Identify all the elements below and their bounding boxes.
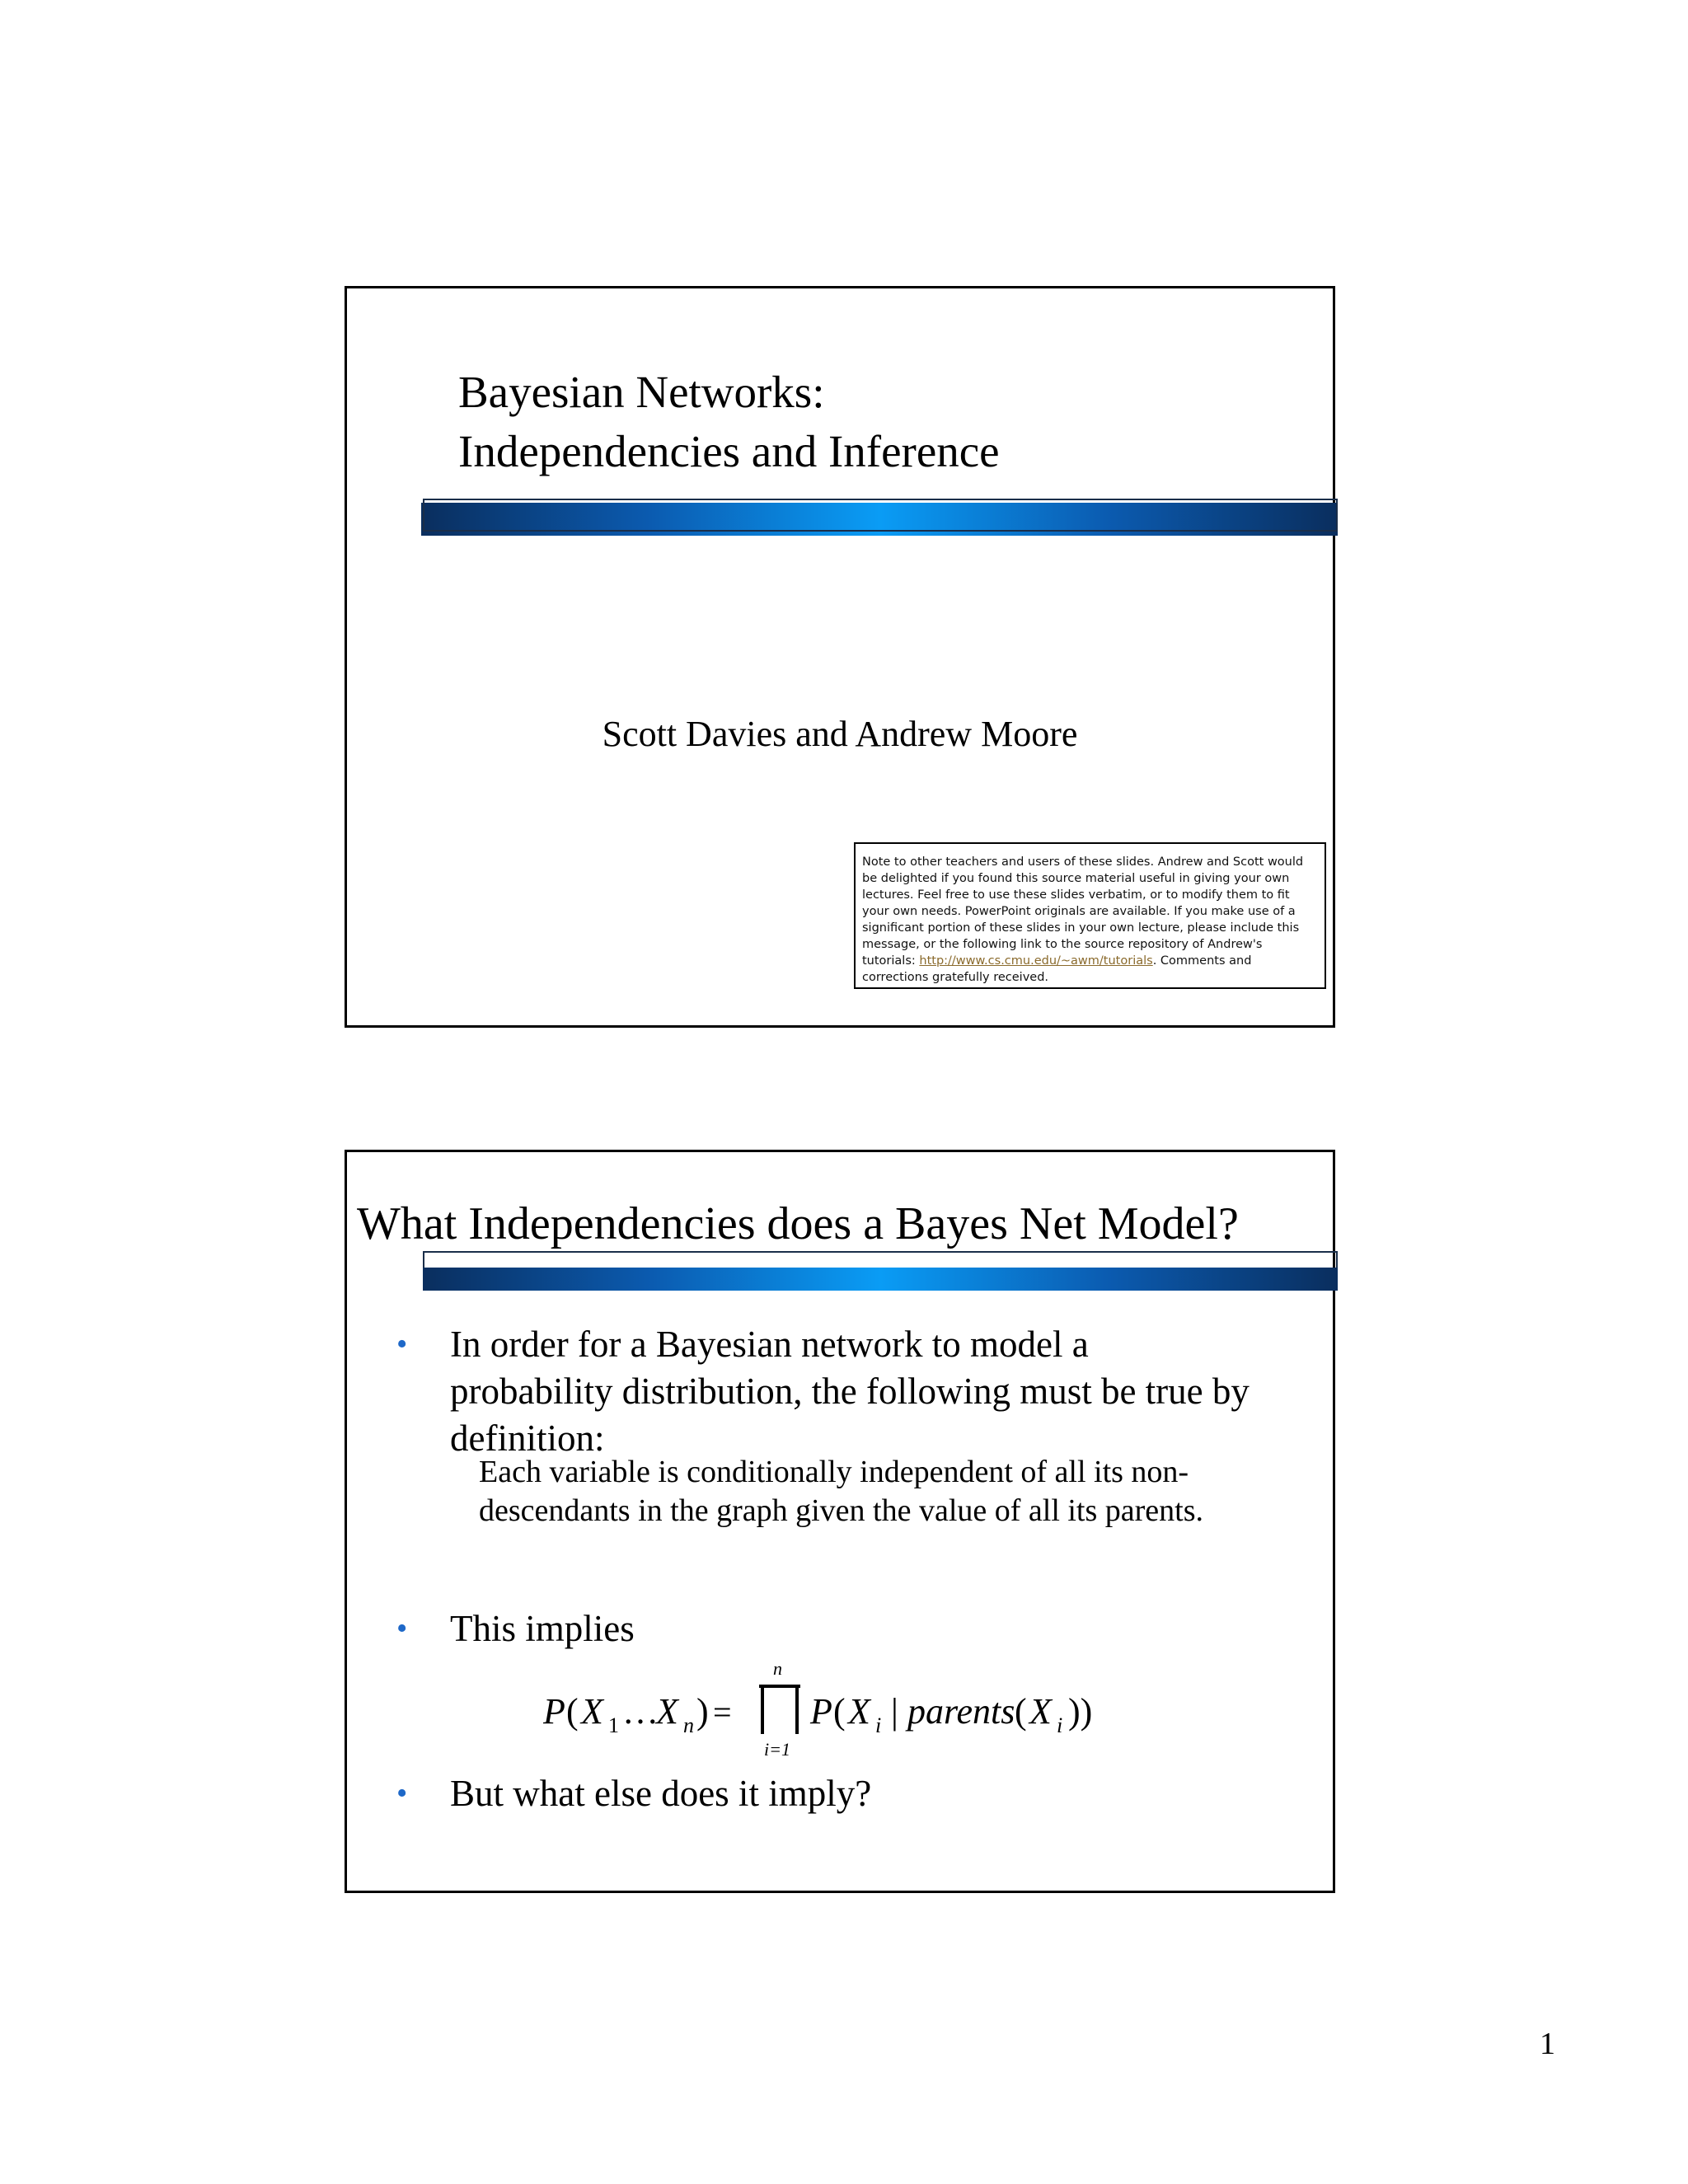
svg-text:): ) <box>696 1691 709 1732</box>
svg-text:(: ( <box>833 1691 846 1732</box>
svg-text:1: 1 <box>608 1713 619 1737</box>
bullet-marker: • <box>396 1611 408 1646</box>
svg-text:P: P <box>810 1691 832 1732</box>
svg-text:X: X <box>581 1691 603 1732</box>
teacher-note-box <box>854 842 1326 989</box>
svg-text:i=1: i=1 <box>764 1739 790 1760</box>
factorization-formula <box>543 1663 1120 1762</box>
svg-text:=: = <box>713 1694 732 1731</box>
title-gradient-bar <box>423 1268 1338 1291</box>
bullet-marker: • <box>396 1327 408 1361</box>
tutorials-link[interactable]: http://www.cs.cmu.edu/~awm/tutorials <box>919 954 1153 968</box>
slide-title: Bayesian Networks: Independencies and Inference <box>458 367 1000 476</box>
slide-title: What Independencies does a Bayes Net Model? <box>357 1198 1239 1249</box>
svg-text:X: X <box>1029 1691 1052 1732</box>
svg-text:i: i <box>875 1713 882 1737</box>
svg-text:|: | <box>891 1691 898 1732</box>
svg-text:(: ( <box>1015 1691 1027 1732</box>
svg-text:i: i <box>1057 1713 1063 1737</box>
note-text: Note to other teachers and users of these slides. Andrew and Scott would be delighted if you found this source material useful in giving your own lectures. Feel free to use these slides verbatim, or to modify them to fit your own needs. PowerPoint originals are available. If you make use of a significant portion of these slides in your own lecture, please include this message, or the following link to the source repository of Andrew's tutorials: <box>862 855 1304 968</box>
svg-text:P: P <box>543 1691 565 1732</box>
definition-text: Each variable is conditionally independent of all its non- descendants in the graph given the value of all its parents. <box>479 1455 1204 1528</box>
bullet-marker: • <box>396 1776 408 1811</box>
svg-text:)): )) <box>1068 1691 1093 1732</box>
page-number: 1 <box>1540 2027 1555 2061</box>
svg-text:n: n <box>773 1663 782 1679</box>
authors-line: Scott Davies and Andrew Moore <box>602 714 1078 754</box>
svg-text:X: X <box>656 1691 678 1732</box>
svg-text:parents: parents <box>907 1691 1015 1732</box>
title-slide <box>345 286 1335 1028</box>
product-symbol <box>759 1686 800 1734</box>
svg-text:X: X <box>848 1691 870 1732</box>
content-slide: What Independencies does a Bayes Net Model? • In order for a Bayesian network to model a probability distribution, the following must be true by definition: Each variable is conditionally independent of all its non- descendants in the graph given the value of all its parents. • This implies P ( X 1 … X n ) = n i=1 P ( X i | parents ( X i )) • But what else does it imply? <box>345 1150 1335 1893</box>
svg-text:(: ( <box>566 1691 579 1732</box>
note-text-end: . Comments and corrections gratefully received. <box>862 954 1252 984</box>
svg-text:n: n <box>683 1713 694 1737</box>
title-bar-outline <box>423 499 1338 532</box>
svg-text:…: … <box>622 1691 659 1732</box>
